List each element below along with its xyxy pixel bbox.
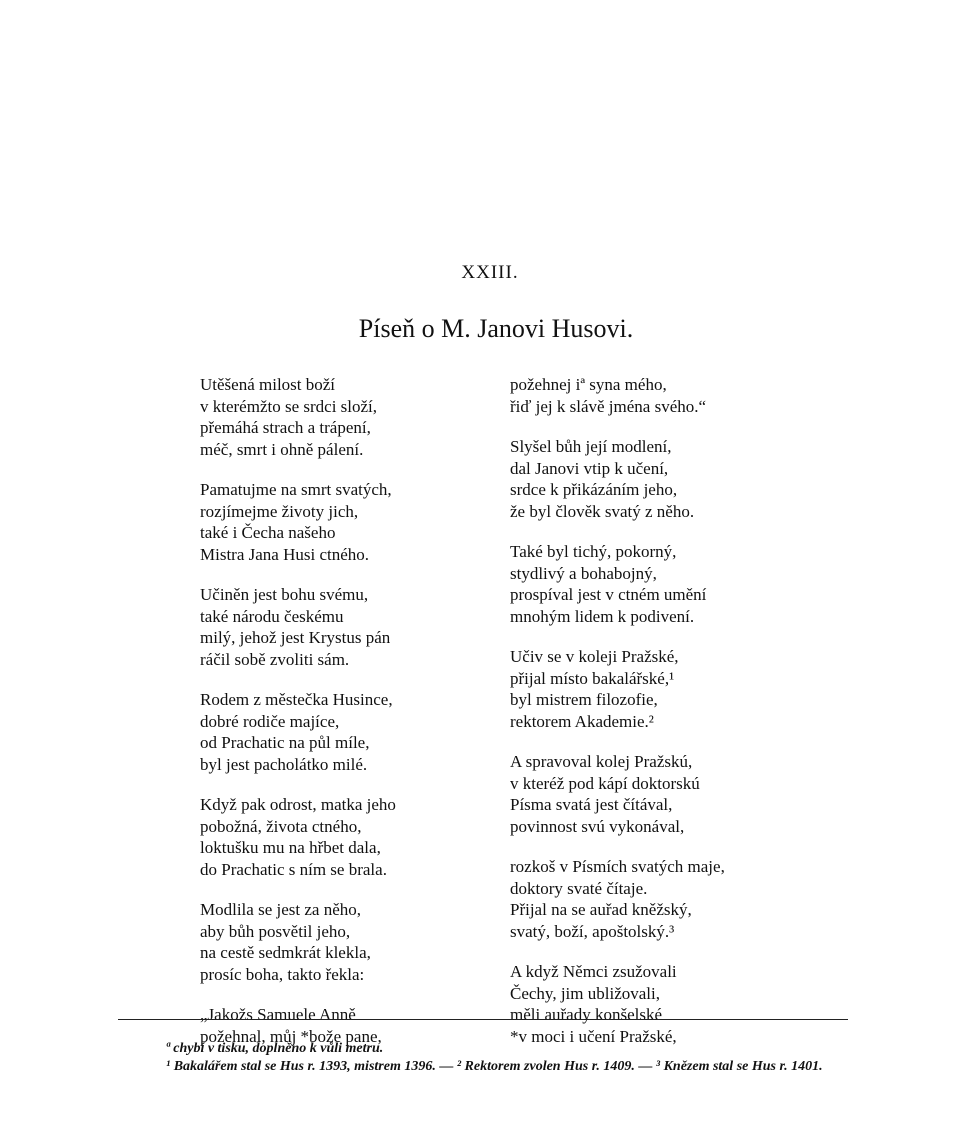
verse-line: rozjímejme životy jich, <box>200 501 359 521</box>
verse-line: loktušku mu na hřbet dala, <box>200 838 381 857</box>
verse-line: povinnost svú vykonával, <box>510 816 685 836</box>
verse-line: srdce k přikázáním jeho, <box>510 480 678 499</box>
verse-line: Písma svatá jest čítával, <box>510 795 673 814</box>
stanza <box>200 374 490 460</box>
verse-line: dal Janovi vtip k učení, <box>510 458 669 478</box>
verse-line: *v moci i učení Pražské, <box>510 1026 677 1046</box>
verse-line: Modlila se jest za něho, <box>200 900 361 919</box>
verse-line: mnohým lidem k podivení. <box>510 606 695 626</box>
footnotes <box>118 1040 848 1076</box>
verse-line: Učiv se v koleji Pražské, <box>510 647 679 666</box>
verse-line: rektorem Akademie.² <box>510 711 654 731</box>
verse-line: stydlivý a bohabojný, <box>510 563 657 583</box>
verse-line: přemáhá strach a trápení, <box>200 418 371 437</box>
poem-title: Píseň o M. Janovi Husovi. <box>358 314 634 343</box>
verse-line: Učiněn jest bohu svému, <box>200 585 369 604</box>
verse-line: Slyšel bůh její modlení, <box>510 437 672 456</box>
verse-line: také i Čecha našeho <box>200 523 336 542</box>
verse-line: Pamatujme na smrt svatých, <box>200 480 392 499</box>
verse-line: Mistra Jana Husi ctného. <box>200 544 370 564</box>
stanza <box>200 794 490 880</box>
verse-line: přijal místo bakalářské,¹ <box>510 668 675 688</box>
verse-line: v kterémžto se srdci složí, <box>200 396 378 416</box>
stanza <box>510 961 780 1047</box>
stanza <box>200 689 490 775</box>
verse-line: byl mistrem filozofie, <box>510 690 658 709</box>
stanza <box>510 856 780 942</box>
verse-line: Když pak odrost, matka jeho <box>200 795 396 814</box>
verse-line: doktory svaté čítaje. <box>510 878 648 898</box>
verse-line: měli auřady konšelské <box>510 1005 663 1024</box>
verse-line: Také byl tichý, pokorný, <box>510 542 677 561</box>
verse-line: od Prachatic na půl míle, <box>200 733 370 752</box>
verse-line: „Jakožs Samuele Anně <box>200 1005 356 1024</box>
footnote-divider <box>118 1019 848 1020</box>
verse-line: požehnej iª syna mého, <box>510 375 667 394</box>
verse-line: byl jest pacholátko milé. <box>200 754 368 774</box>
stanza <box>200 899 490 985</box>
stanza <box>510 751 780 837</box>
verse-line: svatý, boží, apoštolský.³ <box>510 921 675 941</box>
verse-line: aby bůh posvětil jeho, <box>200 921 351 941</box>
footnote-a: ª chybí v tisku, doplněno k vůli metru. <box>166 1041 384 1056</box>
poem-left-column <box>200 374 490 1066</box>
stanza <box>200 479 490 565</box>
verse-line: v kteréž pod kápí doktorskú <box>510 773 700 793</box>
verse-line: řiď jej k slávě jména svého.“ <box>510 396 707 416</box>
verse-line: že byl člověk svatý z něho. <box>510 501 695 521</box>
verse-line: milý, jehož jest Krystus pán <box>200 628 391 647</box>
chapter-numeral: XXIII. <box>461 262 519 283</box>
poem-right-column <box>510 374 780 1066</box>
verse-line: na cestě sedmkrát klekla, <box>200 943 371 962</box>
verse-line: Čechy, jim ubližovali, <box>510 983 660 1003</box>
verse-line: prospíval jest v ctném umění <box>510 585 707 604</box>
verse-line: prosíc boha, takto řekla: <box>200 964 365 984</box>
verse-line: Přijal na se auřad kněžský, <box>510 900 692 919</box>
verse-line: rozkoš v Písmích svatých maje, <box>510 857 725 876</box>
stanza <box>510 541 780 627</box>
verse-line: do Prachatic s ním se brala. <box>200 859 387 879</box>
verse-line: pobožná, života ctného, <box>200 816 362 836</box>
stanza <box>510 646 780 732</box>
verse-line: Rodem z městečka Husince, <box>200 690 393 709</box>
verse-line: A když Němci zsužovali <box>510 962 677 981</box>
verse-line: dobré rodiče majíce, <box>200 711 340 731</box>
footnote-1-2-3: ¹ Bakalářem stal se Hus r. 1393, mistrem 1396. — ² Rektorem zvolen Hus r. 1409. — ³ Knězem stal se Hus r. 1401. <box>166 1059 823 1074</box>
verse-line: A spravoval kolej Pražskú, <box>510 752 693 771</box>
stanza <box>510 436 780 522</box>
stanza <box>510 374 780 417</box>
verse-line: ráčil sobě zvoliti sám. <box>200 649 350 669</box>
verse-line: méč, smrt i ohně pálení. <box>200 439 364 459</box>
verse-line: požehnal, můj *bože pane, <box>200 1026 382 1046</box>
verse-line: také národu českému <box>200 606 344 626</box>
stanza <box>200 584 490 670</box>
verse-line: Utěšená milost boží <box>200 375 336 394</box>
